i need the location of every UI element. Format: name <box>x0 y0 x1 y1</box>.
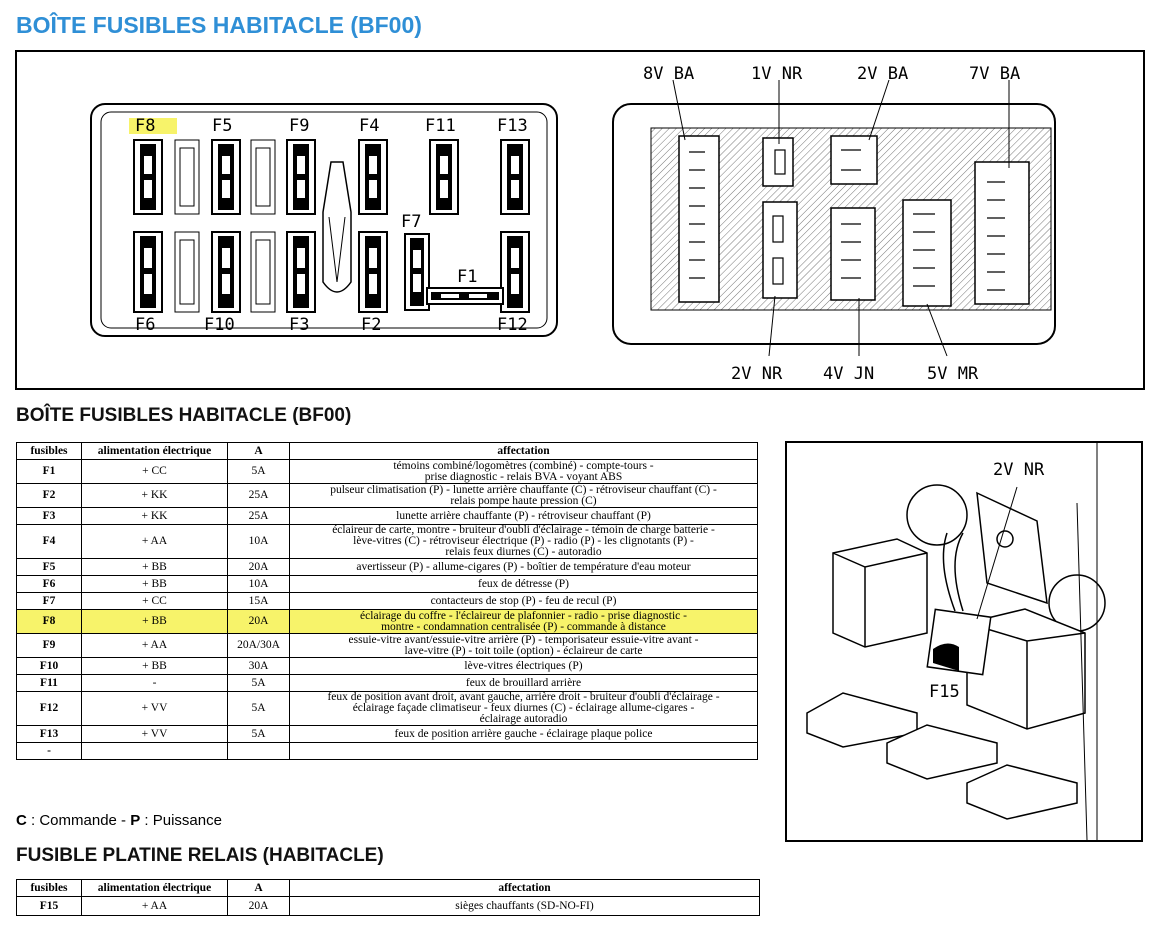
cell-amp <box>228 743 290 760</box>
label-7v-ba: 7V BA <box>969 64 1021 84</box>
section2-title: FUSIBLE PLATINE RELAIS (HABITACLE) <box>16 845 384 866</box>
col-header-fuses: fusibles <box>17 443 82 460</box>
top-fuses <box>134 140 529 214</box>
table-row <box>17 726 758 743</box>
assignment-line: lève-vitres électriques (P) <box>464 659 583 672</box>
table-row <box>17 525 758 559</box>
legend-p-key: P <box>130 812 141 829</box>
cell-supply: + VV <box>82 692 228 726</box>
label-f3: F3 <box>289 315 310 335</box>
table-row <box>17 897 760 916</box>
cell-supply: - <box>82 675 228 692</box>
cell-supply: + BB <box>82 610 228 634</box>
cell-fuse: F6 <box>17 576 82 593</box>
cell-supply: + CC <box>82 593 228 610</box>
label-f1: F1 <box>457 267 478 287</box>
table-row <box>17 675 758 692</box>
cell-supply <box>82 743 228 760</box>
relay-drawing <box>787 443 1141 840</box>
cell-assignment <box>290 743 758 760</box>
assignment-line: lave-vitre (P) - toit toile (option) - éclaireur de carte <box>404 644 643 657</box>
fuse-box-drawing <box>17 52 1143 388</box>
cell-assignment <box>290 559 758 576</box>
cell-assignment <box>290 576 758 593</box>
assignment-line: feux de détresse (P) <box>477 577 569 590</box>
cell-assignment <box>290 726 758 743</box>
page-title: BOÎTE FUSIBLES HABITACLE (BF00) <box>16 12 422 38</box>
section-title: BOÎTE FUSIBLES HABITACLE (BF00) <box>16 405 352 426</box>
cell-amp: 15A <box>228 593 290 610</box>
fuse-table <box>16 442 758 760</box>
table-row <box>17 610 758 634</box>
cell-amp: 20A <box>228 897 290 916</box>
top-fuse-labels <box>135 116 528 136</box>
assignment-line: éclairage façade climatiseur - feux diurnes (C) - éclairage allume-cigares - <box>352 702 695 714</box>
assignment-line: prise diagnostic - relais BVA - voyant ABS <box>424 470 623 483</box>
cell-fuse: F5 <box>17 559 82 576</box>
cell-fuse: F15 <box>17 897 82 916</box>
cell-amp: 20A/30A <box>228 634 290 658</box>
assignment-line: avertisseur (P) - allume-cigares (P) - boîtier de température d'eau moteur <box>356 560 691 573</box>
cell-fuse: F11 <box>17 675 82 692</box>
cell-amp: 10A <box>228 576 290 593</box>
label-2v-ba: 2V BA <box>857 64 909 84</box>
cell-fuse: - <box>17 743 82 760</box>
cell-amp: 10A <box>228 525 290 559</box>
legend-c-text: : Commande - <box>26 812 131 829</box>
cell-assignment <box>290 692 758 726</box>
col-header-amp: A <box>228 443 290 460</box>
col-header-assignment: affectation <box>290 443 758 460</box>
cell-amp: 5A <box>228 675 290 692</box>
cell-assignment <box>290 658 758 675</box>
label-pic-f15: F15 <box>929 682 960 702</box>
legend <box>16 812 222 829</box>
assignment-line: témoins combiné/logomètres (combiné) - compte-tours - <box>393 459 654 472</box>
table-row <box>17 559 758 576</box>
cell-amp: 20A <box>228 610 290 634</box>
cell-assignment <box>290 675 758 692</box>
t2-col-amp: A <box>228 880 290 897</box>
cell-fuse: F10 <box>17 658 82 675</box>
fuse-box-diagram <box>15 50 1145 390</box>
t2-col-supply: alimentation électrique <box>82 880 228 897</box>
relay-location-illustration <box>785 441 1143 842</box>
assignment-line: relais feux diurnes (C) - autoradio <box>445 546 602 558</box>
label-pic-2v-nr: 2V NR <box>993 460 1045 480</box>
cell-assignment: sièges chauffants (SD-NO-FI) <box>290 897 760 916</box>
label-8v-ba: 8V BA <box>643 64 695 84</box>
assignment-line: éclaireur de carte, montre - bruiteur d'oubli d'éclairage - témoin de charge batterie - <box>332 524 715 536</box>
label-f4: F4 <box>359 116 380 136</box>
table-row <box>17 508 758 525</box>
assignment-line: feux de position avant droit, avant gauche, arrière droit - bruiteur d'oubli d'éclairage - <box>327 691 720 703</box>
assignment-line: éclairage du coffre - l'éclaireur de plafonnier - radio - prise diagnostic - <box>360 609 687 622</box>
cell-amp: 20A <box>228 559 290 576</box>
label-f11: F11 <box>425 116 456 136</box>
cell-amp: 5A <box>228 692 290 726</box>
cell-supply: + VV <box>82 726 228 743</box>
cell-amp: 5A <box>228 726 290 743</box>
fuse-table-body <box>17 460 758 760</box>
assignment-line: montre - condamnation centralisée (P) - commande à distance <box>381 620 666 633</box>
label-f5: F5 <box>212 116 233 136</box>
table-row <box>17 484 758 508</box>
cell-assignment <box>290 593 758 610</box>
cell-fuse: F8 <box>17 610 82 634</box>
label-f7: F7 <box>401 212 422 232</box>
cell-amp: 25A <box>228 508 290 525</box>
cell-amp: 30A <box>228 658 290 675</box>
cell-supply: + BB <box>82 559 228 576</box>
cell-supply: + BB <box>82 576 228 593</box>
cell-assignment <box>290 634 758 658</box>
cell-supply: + AA <box>82 525 228 559</box>
assignment-line: relais pompe haute pression (C) <box>450 494 597 507</box>
table-row <box>17 692 758 726</box>
assignment-line: lève-vitres (C) - rétroviseur électrique (P) - radio (P) - les clignotants (P) - <box>353 535 694 547</box>
table-row <box>17 634 758 658</box>
table-header-row <box>17 443 758 460</box>
cell-fuse: F13 <box>17 726 82 743</box>
label-f13: F13 <box>497 116 528 136</box>
cell-supply: + KK <box>82 484 228 508</box>
cell-supply: + AA <box>82 634 228 658</box>
table-row <box>17 593 758 610</box>
assignment-line: contacteurs de stop (P) - feu de recul (P) <box>430 594 617 607</box>
assignment-line: pulseur climatisation (P) - lunette arrière chauffante (C) - rétroviseur chauffant (C) - <box>330 483 717 496</box>
assignment-line: feux de position arrière gauche - éclairage plaque police <box>394 727 653 740</box>
t2-col-fuses: fusibles <box>17 880 82 897</box>
table-row <box>17 743 758 760</box>
table-row <box>17 576 758 593</box>
legend-p-text: : Puissance <box>140 812 222 829</box>
cell-amp: 25A <box>228 484 290 508</box>
legend-c-key: C <box>16 812 27 829</box>
label-1v-nr: 1V NR <box>751 64 803 84</box>
cell-fuse: F7 <box>17 593 82 610</box>
cell-supply: + BB <box>82 658 228 675</box>
cell-supply: + CC <box>82 460 228 484</box>
cell-fuse: F1 <box>17 460 82 484</box>
cell-supply: + AA <box>82 897 228 916</box>
cell-assignment <box>290 460 758 484</box>
cell-fuse: F2 <box>17 484 82 508</box>
table-row <box>17 658 758 675</box>
assignment-line: essuie-vitre avant/essuie-vitre arrière (P) - temporisateur essuie-vitre avant - <box>348 633 699 646</box>
cell-fuse: F12 <box>17 692 82 726</box>
cell-fuse: F9 <box>17 634 82 658</box>
cell-assignment <box>290 610 758 634</box>
table2-header-row <box>17 880 760 897</box>
relay-fuse-table <box>16 879 760 916</box>
assignment-line: éclairage autoradio <box>479 713 568 725</box>
cell-amp: 5A <box>228 460 290 484</box>
assignment-line: lunette arrière chauffante (P) - rétroviseur chauffant (P) <box>396 509 651 522</box>
label-f9: F9 <box>289 116 310 136</box>
label-f8: F8 <box>135 116 156 136</box>
col-header-supply: alimentation électrique <box>82 443 228 460</box>
cell-supply: + KK <box>82 508 228 525</box>
label-f10: F10 <box>204 315 235 335</box>
assignment-line: feux de brouillard arrière <box>465 676 582 689</box>
label-f6: F6 <box>135 315 156 335</box>
label-5v-mr: 5V MR <box>927 364 979 384</box>
cell-assignment <box>290 508 758 525</box>
label-f12: F12 <box>497 315 528 335</box>
label-f2: F2 <box>361 315 382 335</box>
t2-col-assignment: affectation <box>290 880 760 897</box>
label-2v-nr: 2V NR <box>731 364 783 384</box>
cell-fuse: F4 <box>17 525 82 559</box>
label-4v-jn: 4V JN <box>823 364 875 384</box>
cell-assignment <box>290 525 758 559</box>
table-row <box>17 460 758 484</box>
cell-assignment <box>290 484 758 508</box>
cell-fuse: F3 <box>17 508 82 525</box>
